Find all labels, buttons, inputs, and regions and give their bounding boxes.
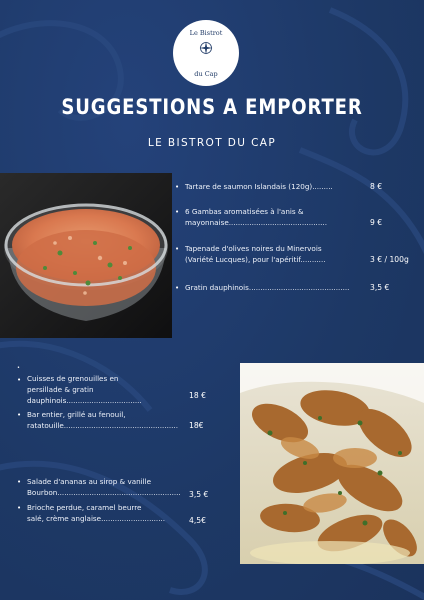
menu-item-text: Salade d'ananas au sirop & vanille (27, 477, 152, 486)
menu-item-text: ratatouille.................................................. (27, 421, 179, 430)
menu-item-price: 3,5 € (189, 490, 209, 499)
bullet-icon: • (175, 284, 180, 292)
menu-item-text: dauphinois................................. (27, 396, 142, 405)
compass-rose-icon (199, 41, 213, 55)
tartare-photo (0, 173, 172, 338)
menu-item-text: persillade & gratin (27, 385, 94, 394)
menu-item-price: 8 € (370, 182, 383, 191)
menu-item-text: Cuisses de grenouilles en (27, 374, 119, 383)
menu-item-text: salé, crème anglaise............................ (27, 514, 166, 523)
menu-item-price: 9 € (370, 218, 383, 227)
menu-item-price: 4,5€ (189, 516, 206, 525)
frog-legs-photo (240, 363, 424, 564)
menu-item-brioche (27, 502, 187, 524)
page-subtitle: LE BISTROT DU CAP (147, 137, 277, 149)
menu-item-text: 6 Gambas aromatisées à l'anis & (185, 207, 304, 216)
menu-item-text: Gratin dauphinois............................................ (185, 283, 350, 292)
menu-item-text: Brioche perdue, caramel beurre (27, 503, 142, 512)
menu-item-text: Tartare de saumon Islandais (120g)......... (185, 182, 333, 191)
menu-item-bar (27, 409, 187, 431)
menu-item-grenouilles (27, 373, 187, 406)
menu-item-price: 18€ (189, 421, 204, 430)
bullet-icon: • (17, 376, 22, 384)
bullet-icon: • (175, 245, 180, 253)
menu-item-gambas (185, 206, 360, 228)
bullet-icon: • (17, 478, 22, 486)
bullet-icon: • (175, 183, 180, 191)
menu-item-gratin (185, 282, 360, 293)
menu-item-text: mayonnaise........................................... (185, 218, 327, 227)
menu-item-price: 18 € (189, 391, 206, 400)
menu-item-price: 3 € / 100g (370, 255, 409, 264)
bullet-icon: • (175, 208, 180, 216)
bistrot-logo (173, 20, 239, 86)
menu-item-text: Tapenade d'olives noires du Minervois (185, 244, 322, 253)
menu-item-price: 3,5 € (370, 283, 390, 292)
page-title: SUGGESTIONS A EMPORTER (61, 95, 363, 119)
menu-item-text: Bar entier, grillé au fenouil, (27, 410, 126, 419)
bullet-icon: • (17, 411, 22, 419)
menu-item-text: Bourbon...................................................... (27, 488, 181, 497)
logo-text-top: Le Bistrot (189, 29, 223, 37)
menu-item-ananas (27, 476, 187, 498)
menu-item-tartare (185, 181, 360, 192)
menu-item-tapenade (185, 243, 360, 265)
bullet-icon: • (17, 365, 20, 371)
bullet-icon: • (17, 504, 22, 512)
menu-item-text: (Variété Lucques), pour l'apéritif........... (185, 255, 326, 264)
logo-text-bottom: du Cap (194, 70, 218, 78)
